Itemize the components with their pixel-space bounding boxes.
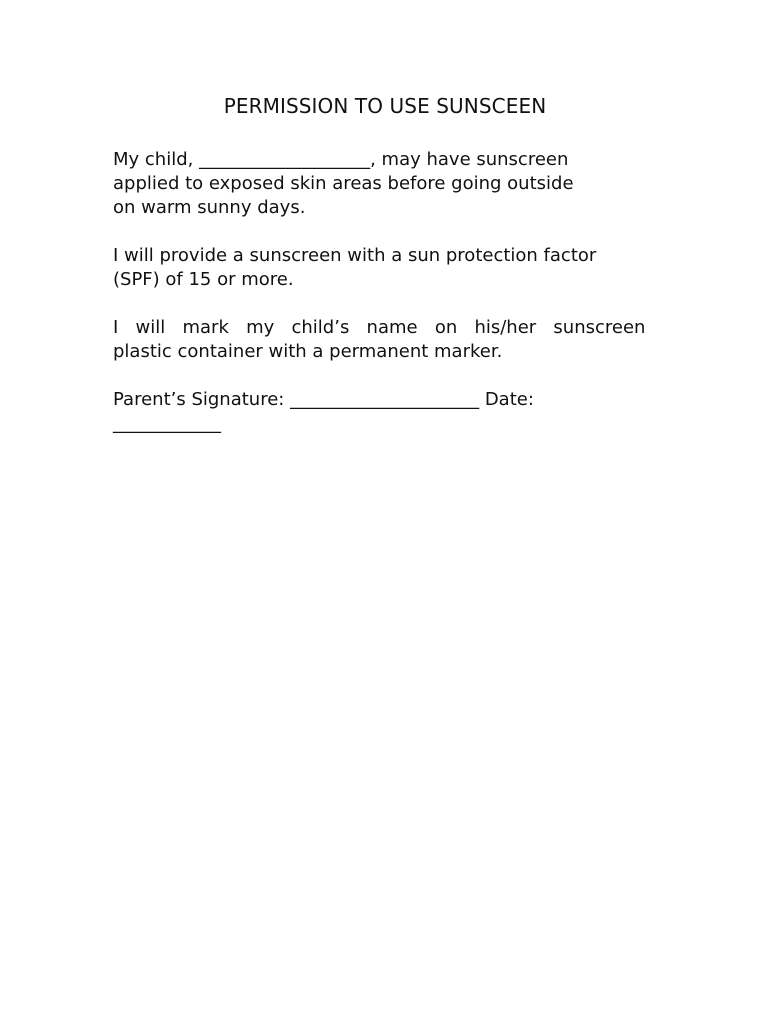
- child-line-suffix: , may have sunscreen: [370, 149, 569, 170]
- paragraph-line: [113, 148, 658, 172]
- paragraph-child-permission: [113, 148, 658, 220]
- child-name-blank[interactable]: ___________________: [199, 149, 371, 170]
- paragraph-line: plastic container with a permanent marker.: [113, 341, 503, 362]
- date-label: Date:: [484, 389, 534, 410]
- child-label: My child,: [113, 149, 194, 170]
- paragraph-line: applied to exposed skin areas before going outside: [113, 173, 574, 194]
- signature-blank[interactable]: _____________________: [290, 389, 480, 410]
- document-title: PERMISSION TO USE SUNSCEEN: [223, 94, 547, 118]
- signature-label: Parent’s Signature:: [113, 389, 285, 410]
- paragraph-line: I will mark my child’s name on his/her sunscreen: [113, 317, 646, 338]
- paragraph-line: (SPF) of 15 or more.: [113, 269, 294, 290]
- paragraph-line: I will provide a sunscreen with a sun protection factor: [113, 245, 597, 266]
- signature-line: [113, 388, 658, 412]
- date-blank[interactable]: ____________: [113, 413, 221, 434]
- paragraph-name-marking: [113, 316, 658, 364]
- paragraph-spf: [113, 244, 658, 292]
- paragraph-signature: [113, 388, 658, 436]
- paragraph-line: on warm sunny days.: [113, 197, 306, 218]
